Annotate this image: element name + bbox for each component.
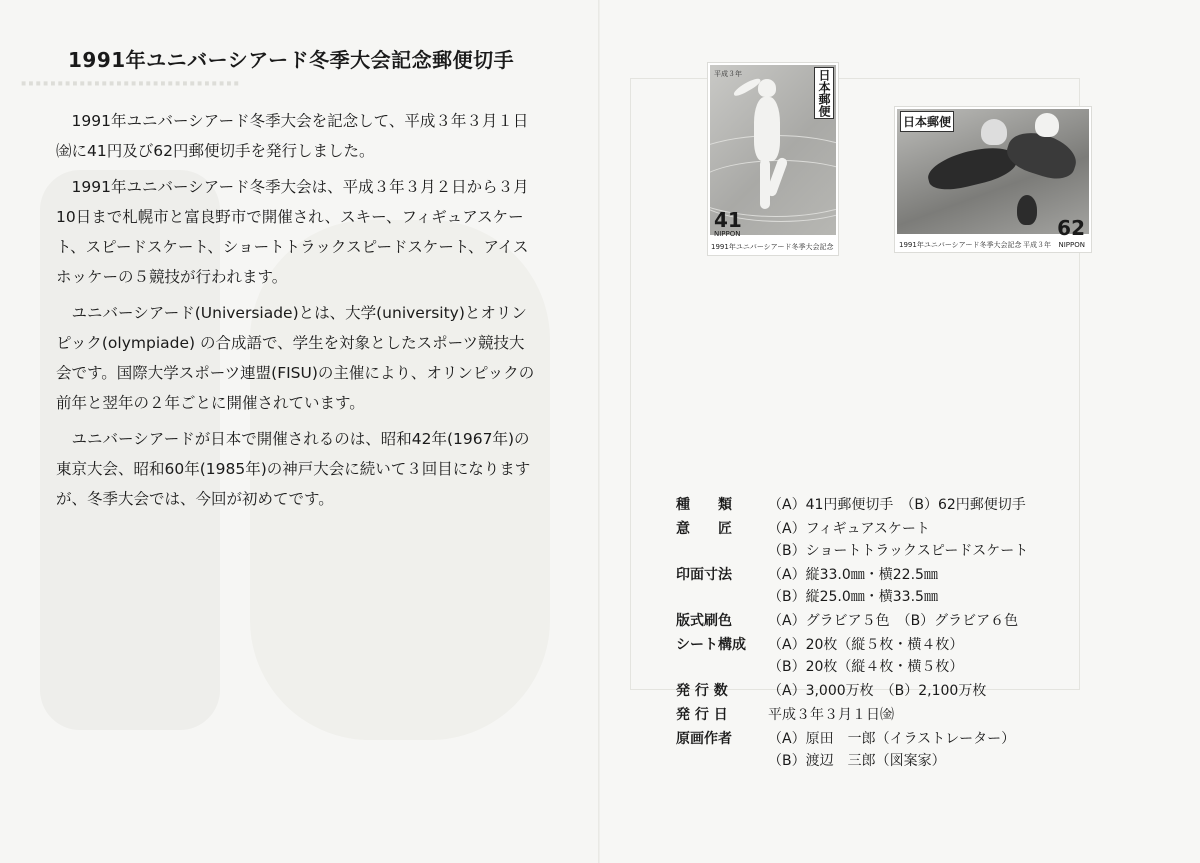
spec-values <box>768 518 1176 562</box>
skater-helmet <box>1035 113 1059 137</box>
spec-values <box>768 704 1176 726</box>
nippon-label: NIPPON <box>714 230 741 238</box>
spec-value: （A）原田 一郎（イラストレーター） <box>768 731 1016 747</box>
spec-label: 発 行 日 <box>676 707 728 723</box>
spec-row <box>676 728 1176 772</box>
spec-label: 種 類 <box>676 497 732 513</box>
spec-value: （A）3,000万枚 （B）2,100万枚 <box>768 683 987 699</box>
paragraph: 1991年ユニバーシアード冬季大会を記念して、平成３年３月１日㈮に41円及び62円郵便切手を発行しました。 <box>56 112 529 160</box>
spec-label: 印面寸法 <box>676 567 732 583</box>
skater-head <box>758 79 776 97</box>
denomination: 41 <box>714 208 742 232</box>
nippon-label: NIPPON <box>1058 241 1085 249</box>
spec-value: （A）グラビア５色 （B）グラビア６色 <box>768 613 1019 629</box>
skater-helmet <box>981 119 1007 145</box>
era-mark: 平成３年 <box>714 70 742 78</box>
spec-label: シート構成 <box>676 637 746 653</box>
spec-row <box>676 494 1176 516</box>
paragraph: 1991年ユニバーシアード冬季大会は、平成３年３月２日から３月10日まで札幌市と富良野市で開催され、スキー、フィギュアスケート、スピードスケート、ショートトラックスピードスケート、アイスホッケーの５競技が行われます。 <box>56 178 529 286</box>
spec-value: 平成３年３月１日㈮ <box>768 707 894 723</box>
paragraph: ユニバーシアード(Universiade)とは、大学(university)とオリンピック(olympiade) の合成語で、学生を対象としたスポーツ競技大会です。国際大学スポーツ連盟(FISU)の主催により、オリンピックの前年と翌年の２年ごとに開催されています。 <box>56 304 535 412</box>
spec-values <box>768 494 1176 516</box>
spec-row <box>676 680 1176 702</box>
spec-value: （B）20枚（縦４枚・横５枚） <box>768 659 964 675</box>
stamp-a <box>708 63 838 255</box>
spec-values <box>768 610 1176 632</box>
spec-values <box>768 634 1176 678</box>
denomination: 62 <box>1057 216 1085 240</box>
spec-value: （A）縦33.0㎜・横22.5㎜ <box>768 567 938 583</box>
skater-leg <box>1017 195 1037 225</box>
spec-values <box>768 680 1176 702</box>
spec-row <box>676 610 1176 632</box>
spec-label: 意 匠 <box>676 521 732 537</box>
stamp-caption: 1991年ユニバーシアード冬季大会記念 <box>711 243 834 251</box>
page-title: 1991年ユニバーシアード冬季大会記念郵便切手 <box>68 48 515 72</box>
spec-row <box>676 704 1176 726</box>
spec-row <box>676 634 1176 678</box>
country-mark: 日本郵便 <box>900 111 954 132</box>
spec-label: 版式刷色 <box>676 613 732 629</box>
spec-value: （B）ショートトラックスピードスケート <box>768 543 1029 559</box>
spec-value: （A）20枚（縦５枚・横４枚） <box>768 637 964 653</box>
spec-value: （B）縦25.0㎜・横33.5㎜ <box>768 589 938 605</box>
stamp-b <box>895 107 1091 252</box>
spec-label: 原画作者 <box>676 731 732 747</box>
skater-body <box>754 97 780 161</box>
spec-values <box>768 728 1176 772</box>
spec-label: 発 行 数 <box>676 683 728 699</box>
spec-value: （B）渡辺 三郎（図案家） <box>768 753 946 769</box>
body-text <box>56 106 540 520</box>
paragraph: ユニバーシアードが日本で開催されるのは、昭和42年(1967年)の東京大会、昭和60年(1985年)の神戸大会に続いて３回目になりますが、冬季大会では、今回が初めてです。 <box>56 430 531 508</box>
spec-row <box>676 518 1176 562</box>
era-mark: 平成３年 <box>1023 241 1051 249</box>
spec-row <box>676 564 1176 608</box>
country-mark: 日本郵便 <box>814 67 834 119</box>
spec-table <box>676 494 1176 774</box>
spec-values <box>768 564 1176 608</box>
stamp-caption: 1991年ユニバーシアード冬季大会記念 <box>899 241 1022 249</box>
spec-value: （A）41円郵便切手 （B）62円郵便切手 <box>768 497 1026 513</box>
spec-value: （A）フィギュアスケート <box>768 521 930 537</box>
skater-body <box>924 141 1020 196</box>
bleed-through-heading: ⋯⋯⋯⋯⋯⋯⋯⋯⋯⋯ <box>20 72 240 97</box>
